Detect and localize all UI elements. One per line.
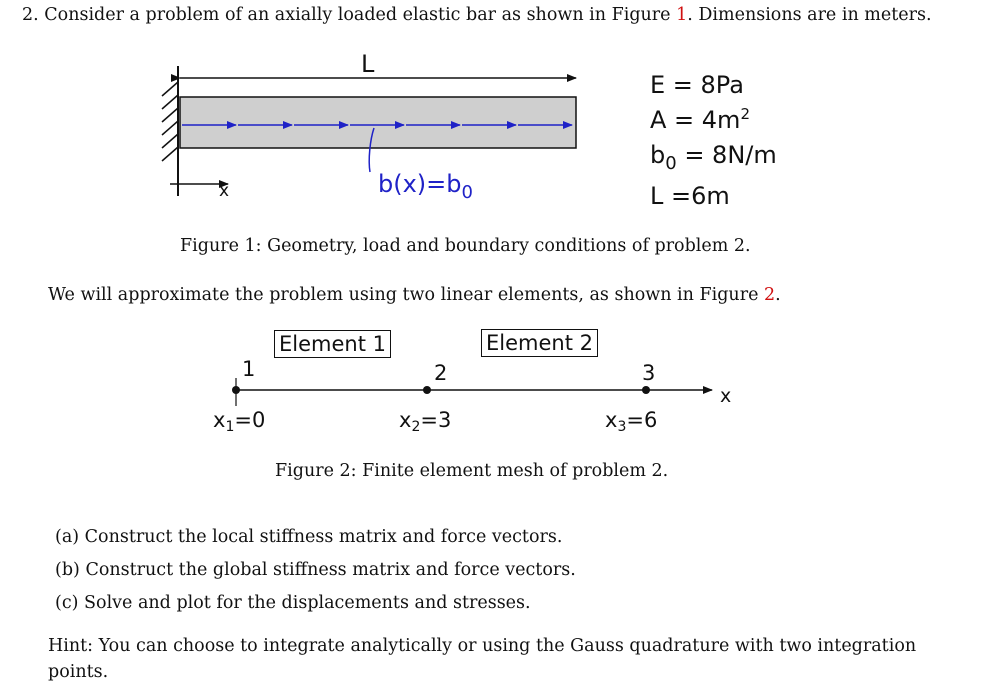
figure1-ref-link[interactable]: 1	[676, 5, 688, 25]
task-b-text: Construct the global stiffness matrix and force vectors.	[85, 560, 576, 580]
param-E: E = 8Pa	[650, 71, 744, 99]
node3-coord	[605, 408, 658, 435]
length-label: L	[361, 50, 375, 78]
mesh-axis-label: x	[720, 385, 732, 407]
node2-coord	[399, 408, 452, 435]
figure2-ref-link[interactable]: 2	[764, 285, 776, 305]
node1-coord-val: =0	[234, 408, 266, 432]
hint-line-2: points.	[48, 662, 109, 682]
task-b	[55, 560, 576, 580]
task-c-text: Solve and plot for the displacements and stresses.	[84, 593, 531, 613]
node3-label: 3	[642, 361, 656, 385]
figure2-mesh	[0, 350, 986, 420]
element2-box: Element 2	[481, 329, 598, 357]
load-label	[378, 170, 473, 203]
param-b0-rest: = 8N/m	[676, 141, 777, 169]
wall-hatch	[162, 82, 178, 161]
task-c	[55, 593, 531, 613]
node2-coord-val: =3	[420, 408, 452, 432]
node1-coord-sub: 1	[225, 419, 235, 435]
param-b0	[650, 141, 777, 174]
task-a-text: Construct the local stiffness matrix and force vectors.	[84, 527, 563, 547]
load-label-sub: 0	[461, 182, 473, 203]
node1-coord-main: x	[213, 408, 226, 432]
node3-coord-val: =6	[626, 408, 658, 432]
task-a-marker: (a)	[55, 527, 80, 547]
problem-number: 2.	[22, 5, 39, 25]
node3-dot	[642, 386, 650, 394]
node3-coord-main: x	[605, 408, 618, 432]
param-b0-sub: 0	[665, 153, 677, 174]
x-axis-label: x	[219, 181, 230, 201]
param-A-sup: 2	[740, 105, 750, 123]
approx-paragraph	[48, 285, 781, 305]
node3-coord-sub: 3	[617, 419, 627, 435]
figure1-caption: Figure 1: Geometry, load and boundary conditions of problem 2.	[180, 236, 751, 256]
task-a	[55, 527, 562, 547]
approx-end: .	[775, 285, 781, 305]
param-A	[650, 106, 750, 134]
hint-line-1: Hint: You can choose to integrate analytically or using the Gauss quadrature with two integration	[48, 636, 917, 656]
figure1-diagram	[0, 0, 986, 240]
param-A-text: A = 4m	[650, 106, 741, 134]
node1-label: 1	[242, 357, 256, 381]
problem-intro: Consider a problem of an axially loaded elastic bar as shown in Figure	[44, 5, 677, 25]
node1-dot	[232, 386, 240, 394]
node2-label: 2	[434, 361, 448, 385]
problem-intro-end: . Dimensions are in meters.	[687, 5, 932, 25]
bar-rect	[180, 97, 576, 148]
node1-coord	[213, 408, 266, 435]
task-b-marker: (b)	[55, 560, 80, 580]
approx-text: We will approximate the problem using two linear elements, as shown in Figure	[48, 285, 764, 305]
load-label-text: b(x)=b	[378, 170, 462, 198]
node2-dot	[423, 386, 431, 394]
element1-box: Element 1	[274, 330, 391, 358]
param-b0-main: b	[650, 141, 666, 169]
node2-coord-main: x	[399, 408, 412, 432]
task-c-marker: (c)	[55, 593, 79, 613]
figure2-caption: Figure 2: Finite element mesh of problem 2.	[275, 461, 669, 481]
node2-coord-sub: 2	[411, 419, 421, 435]
param-L: L =6m	[650, 182, 730, 210]
